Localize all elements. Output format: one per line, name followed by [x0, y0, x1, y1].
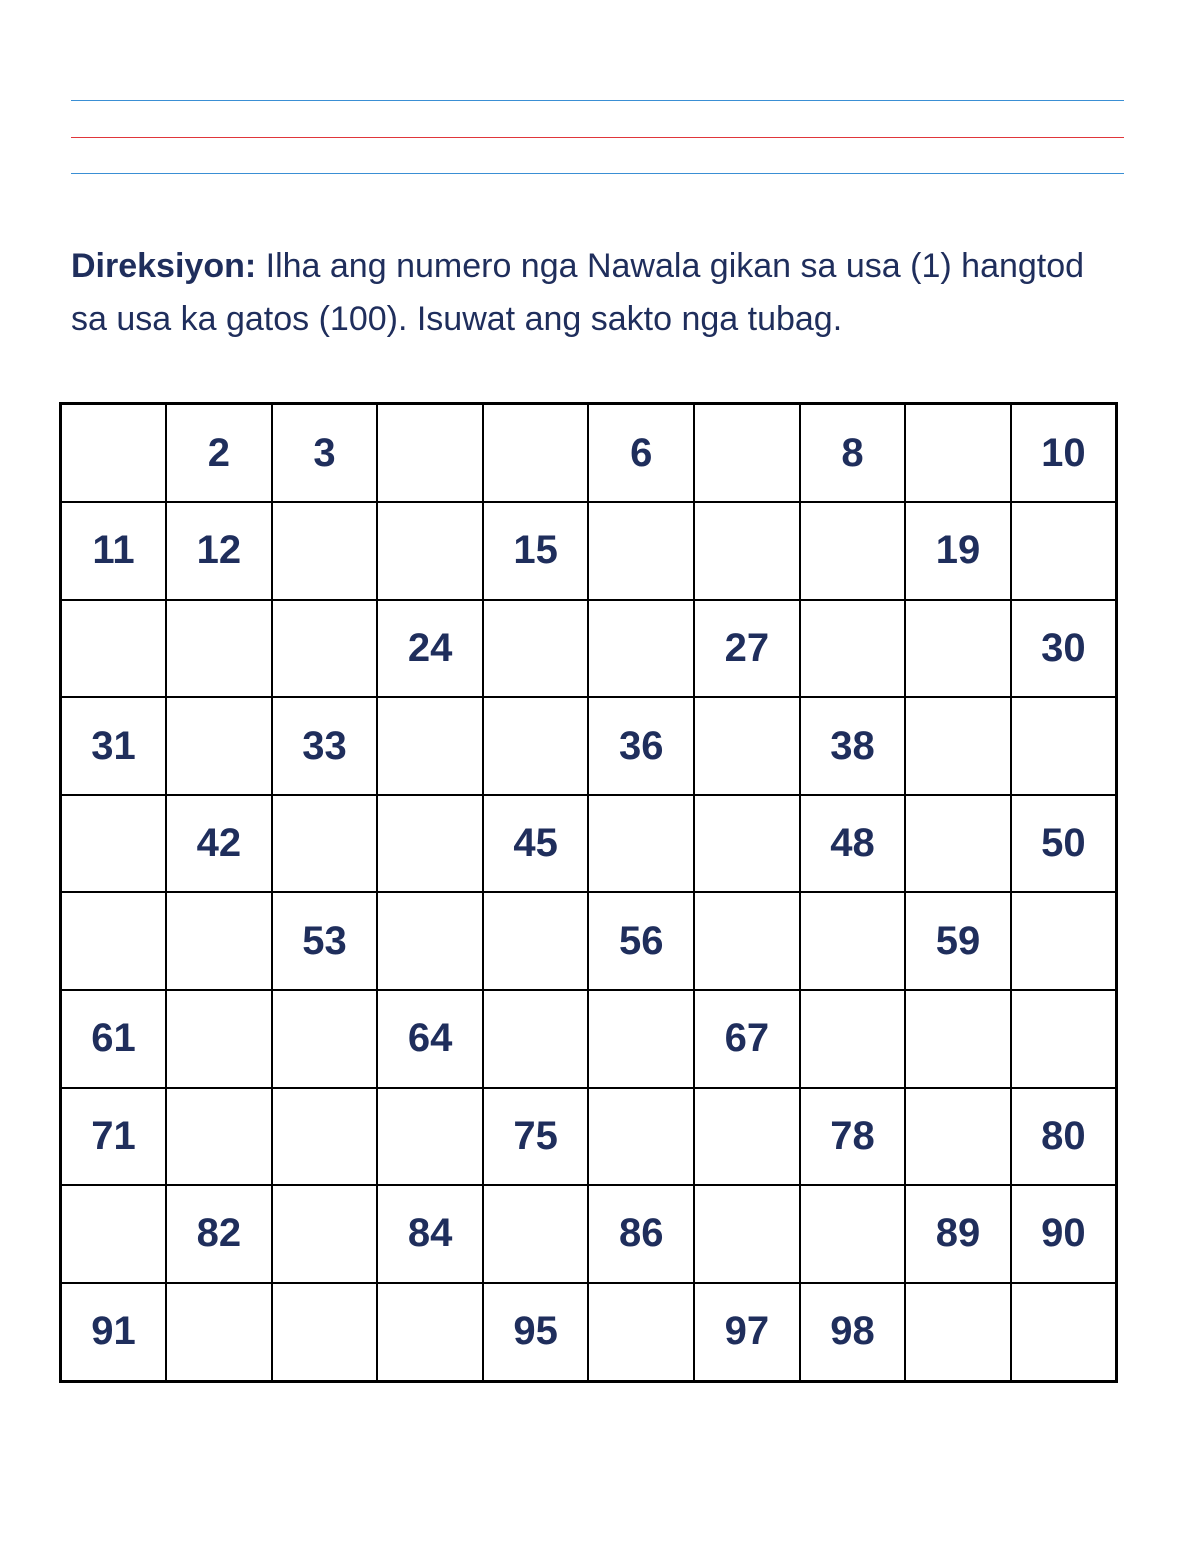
blank-number-cell[interactable] [694, 404, 800, 503]
number-cell: 36 [588, 697, 694, 795]
number-cell: 30 [1011, 600, 1117, 698]
number-cell: 15 [483, 502, 589, 600]
blank-number-cell[interactable] [588, 1088, 694, 1186]
blank-number-cell[interactable] [694, 892, 800, 990]
number-cell: 64 [377, 990, 483, 1088]
number-cell: 45 [483, 795, 589, 893]
blank-number-cell[interactable] [694, 697, 800, 795]
blank-number-cell[interactable] [272, 795, 378, 893]
number-cell: 19 [905, 502, 1011, 600]
blank-number-cell[interactable] [61, 892, 167, 990]
blank-number-cell[interactable] [588, 1283, 694, 1382]
blank-number-cell[interactable] [905, 404, 1011, 503]
grid-row [61, 1088, 1117, 1186]
blank-number-cell[interactable] [377, 502, 483, 600]
number-cell: 11 [61, 502, 167, 600]
blank-number-cell[interactable] [377, 1283, 483, 1382]
number-cell: 86 [588, 1185, 694, 1283]
blank-number-cell[interactable] [800, 1185, 906, 1283]
blank-number-cell[interactable] [694, 1088, 800, 1186]
blank-number-cell[interactable] [166, 990, 272, 1088]
number-cell: 80 [1011, 1088, 1117, 1186]
blank-number-cell[interactable] [588, 795, 694, 893]
grid-row [61, 1185, 1117, 1283]
blank-number-cell[interactable] [377, 795, 483, 893]
number-cell: 6 [588, 404, 694, 503]
number-cell: 50 [1011, 795, 1117, 893]
blank-number-cell[interactable] [272, 990, 378, 1088]
number-cell: 8 [800, 404, 906, 503]
blank-number-cell[interactable] [800, 600, 906, 698]
number-cell: 53 [272, 892, 378, 990]
blank-number-cell[interactable] [1011, 502, 1117, 600]
number-cell: 90 [1011, 1185, 1117, 1283]
number-cell: 10 [1011, 404, 1117, 503]
blank-number-cell[interactable] [588, 990, 694, 1088]
number-cell: 71 [61, 1088, 167, 1186]
blank-number-cell[interactable] [905, 795, 1011, 893]
blank-number-cell[interactable] [483, 697, 589, 795]
grid-row [61, 990, 1117, 1088]
blank-number-cell[interactable] [272, 1185, 378, 1283]
blank-number-cell[interactable] [483, 1185, 589, 1283]
number-cell: 27 [694, 600, 800, 698]
blank-number-cell[interactable] [272, 600, 378, 698]
blank-number-cell[interactable] [377, 404, 483, 503]
handwriting-guide-middle-line [71, 137, 1124, 138]
blank-number-cell[interactable] [61, 795, 167, 893]
number-cell: 78 [800, 1088, 906, 1186]
blank-number-cell[interactable] [1011, 697, 1117, 795]
grid-row [61, 1283, 1117, 1382]
grid-row [61, 600, 1117, 698]
blank-number-cell[interactable] [905, 1283, 1011, 1382]
directions-paragraph [71, 240, 1131, 346]
blank-number-cell[interactable] [694, 1185, 800, 1283]
number-cell: 82 [166, 1185, 272, 1283]
number-cell: 91 [61, 1283, 167, 1382]
blank-number-cell[interactable] [166, 1088, 272, 1186]
blank-number-cell[interactable] [1011, 990, 1117, 1088]
number-cell: 42 [166, 795, 272, 893]
blank-number-cell[interactable] [61, 600, 167, 698]
blank-number-cell[interactable] [166, 892, 272, 990]
blank-number-cell[interactable] [483, 600, 589, 698]
number-cell: 97 [694, 1283, 800, 1382]
directions-text-line-1: Ilha ang numero nga Nawala gikan sa usa (1) hangtod [256, 247, 1085, 285]
blank-number-cell[interactable] [905, 600, 1011, 698]
blank-number-cell[interactable] [588, 600, 694, 698]
grid-row [61, 404, 1117, 503]
blank-number-cell[interactable] [166, 600, 272, 698]
number-cell: 38 [800, 697, 906, 795]
blank-number-cell[interactable] [905, 697, 1011, 795]
number-cell: 95 [483, 1283, 589, 1382]
blank-number-cell[interactable] [588, 502, 694, 600]
grid-row [61, 502, 1117, 600]
blank-number-cell[interactable] [694, 502, 800, 600]
blank-number-cell[interactable] [483, 892, 589, 990]
hundred-chart-grid [59, 402, 1118, 1383]
number-cell: 2 [166, 404, 272, 503]
blank-number-cell[interactable] [483, 990, 589, 1088]
blank-number-cell[interactable] [272, 1283, 378, 1382]
blank-number-cell[interactable] [800, 892, 906, 990]
number-cell: 33 [272, 697, 378, 795]
number-cell: 48 [800, 795, 906, 893]
blank-number-cell[interactable] [166, 1283, 272, 1382]
grid-row [61, 892, 1117, 990]
blank-number-cell[interactable] [800, 502, 906, 600]
blank-number-cell[interactable] [166, 697, 272, 795]
blank-number-cell[interactable] [483, 404, 589, 503]
directions-text-line-2: sa usa ka gatos (100). Isuwat ang sakto nga tubag. [71, 300, 843, 338]
blank-number-cell[interactable] [377, 892, 483, 990]
number-cell: 67 [694, 990, 800, 1088]
blank-number-cell[interactable] [377, 1088, 483, 1186]
blank-number-cell[interactable] [272, 502, 378, 600]
blank-number-cell[interactable] [800, 990, 906, 1088]
grid-row [61, 697, 1117, 795]
number-cell: 12 [166, 502, 272, 600]
blank-number-cell[interactable] [905, 990, 1011, 1088]
number-cell: 61 [61, 990, 167, 1088]
number-cell: 59 [905, 892, 1011, 990]
grid-row [61, 795, 1117, 893]
blank-number-cell[interactable] [694, 795, 800, 893]
blank-number-cell[interactable] [905, 1088, 1011, 1186]
blank-number-cell[interactable] [272, 1088, 378, 1186]
handwriting-guide-top-line [71, 100, 1124, 101]
number-cell: 3 [272, 404, 378, 503]
blank-number-cell[interactable] [61, 1185, 167, 1283]
number-cell: 84 [377, 1185, 483, 1283]
number-cell: 56 [588, 892, 694, 990]
number-cell: 98 [800, 1283, 906, 1382]
blank-number-cell[interactable] [1011, 892, 1117, 990]
blank-number-cell[interactable] [61, 404, 167, 503]
number-cell: 31 [61, 697, 167, 795]
blank-number-cell[interactable] [377, 697, 483, 795]
number-cell: 89 [905, 1185, 1011, 1283]
directions-label: Direksiyon: [71, 247, 257, 285]
blank-number-cell[interactable] [1011, 1283, 1117, 1382]
number-cell: 24 [377, 600, 483, 698]
number-cell: 75 [483, 1088, 589, 1186]
handwriting-guide-bottom-line [71, 173, 1124, 174]
